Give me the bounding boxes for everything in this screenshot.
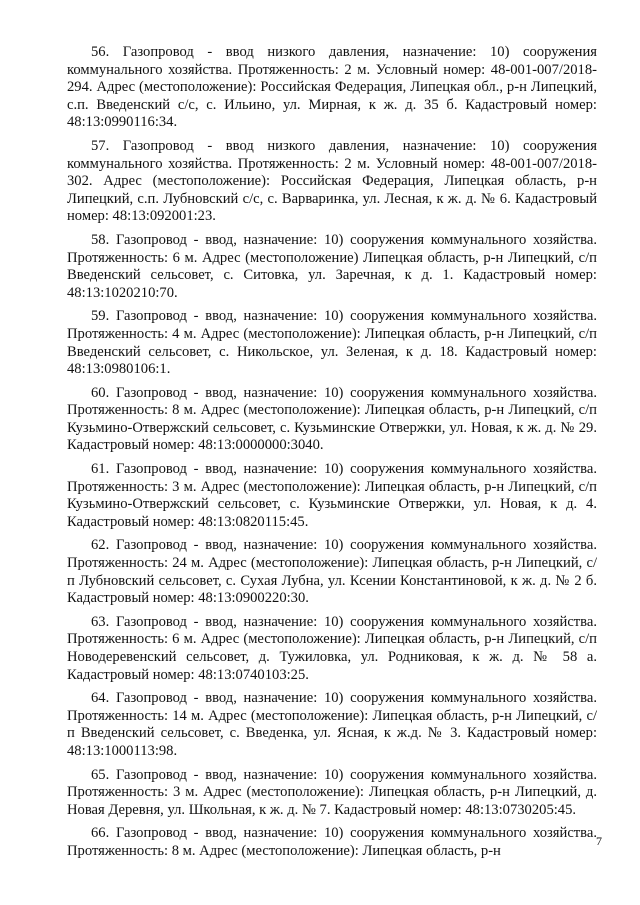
document-body	[67, 44, 597, 867]
list-item-61: 61. Газопровод - ввод, назначение: 10) сооружения коммунального хозяйства. Протяженность: 3 м. Адрес (местоположение): Липецкая область, р-н Липецкий, с/п Кузьмино-Отвержский сельсовет, с. Кузьминские Отвержки, ул. Новая, к д. 4. Кадастровый номер: 48:13:0820115:45.	[67, 461, 597, 530]
list-item-64: 64. Газопровод - ввод, назначение: 10) сооружения коммунального хозяйства. Протяженность: 14 м. Адрес (местоположение): Липецкая область, р-н Липецкий, с/п Введенский сельсовет, с. Введенка, ул. Ясная, к ж.д. № 3. Кадастровый номер: 48:13:1000113:98.	[67, 690, 597, 759]
list-item-66: 66. Газопровод - ввод, назначение: 10) сооружения коммунального хозяйства. Протяженность: 8 м. Адрес (местоположение): Липецкая область, р-н	[67, 825, 597, 859]
list-item-62: 62. Газопровод - ввод, назначение: 10) сооружения коммунального хозяйства. Протяженность: 24 м. Адрес (местоположение): Липецкая область, р-н Липецкий, с/п Лубновский сельсовет, с. Сухая Лубна, ул. Ксении Константиновой, к ж. д. № 2 б. Кадастровый номер: 48:13:0900220:30.	[67, 537, 597, 607]
list-item-59: 59. Газопровод - ввод, назначение: 10) сооружения коммунального хозяйства. Протяженность: 4 м. Адрес (местоположение): Липецкая область, р-н Липецкий, с/п Введенский сельсовет, с. Никольское, ул. Зеленая, к д. 18. Кадастровый номер: 48:13:0980106:1.	[67, 308, 597, 378]
list-item-65: 65. Газопровод - ввод, назначение: 10) сооружения коммунального хозяйства. Протяженность: 3 м. Адрес (местоположение): Липецкая область, р-н Липецкий, д. Новая Деревня, ул. Школьная, к ж. д. № 7. Кадастровый номер: 48:13:0730205:45.	[67, 766, 597, 818]
page-number: 7	[596, 834, 602, 848]
list-item-60: 60. Газопровод - ввод, назначение: 10) сооружения коммунального хозяйства. Протяженность: 8 м. Адрес (местоположение): Липецкая область, р-н Липецкий, с/п Кузьмино-Отвержский сельсовет, с. Кузьминские Отвержки, ул. Новая, к ж. д. № 29. Кадастровый номер: 48:13:0000000:3040.	[67, 384, 597, 454]
list-item-57: 57. Газопровод - ввод низкого давления, назначение: 10) сооружения коммунального хозяйства. Протяженность: 2 м. Условный номер: 48-001-007/2018-302. Адрес (местоположение): Российская Федерация, Липецкая область, р-н Липецкий, с.п. Лубновский с/с, с. Варваринка, ул. Лесная, к ж. д. № 6. Кадастровый номер: 48:13:092001:23.	[67, 137, 597, 225]
list-item-63: 63. Газопровод - ввод, назначение: 10) сооружения коммунального хозяйства. Протяженность: 6 м. Адрес (местоположение): Липецкая область, р-н Липецкий, с/п Новодеревенский сельсовет, д. Тужиловка, ул. Родниковая, к ж. д. № 58 а. Кадастровый номер: 48:13:0740103:25.	[67, 613, 597, 683]
list-item-56: 56. Газопровод - ввод низкого давления, назначение: 10) сооружения коммунального хозяйства. Протяженность: 2 м. Условный номер: 48-001-007/2018-294. Адрес (местоположение): Российская Федерация, Липецкая обл., р-н Липецкий, с.п. Введенский с/с, с. Ильино, ул. Мирная, к ж. д. 35 б. Кадастровый номер: 48:13:0990116:34.	[67, 44, 597, 131]
list-item-58: 58. Газопровод - ввод, назначение: 10) сооружения коммунального хозяйства. Протяженность: 6 м. Адрес (местоположение) Липецкая область, р-н Липецкий, с/п Введенский сельсовет, с. Ситовка, ул. Заречная, к д. 1. Кадастровый номер: 48:13:1020210:70.	[67, 231, 597, 301]
